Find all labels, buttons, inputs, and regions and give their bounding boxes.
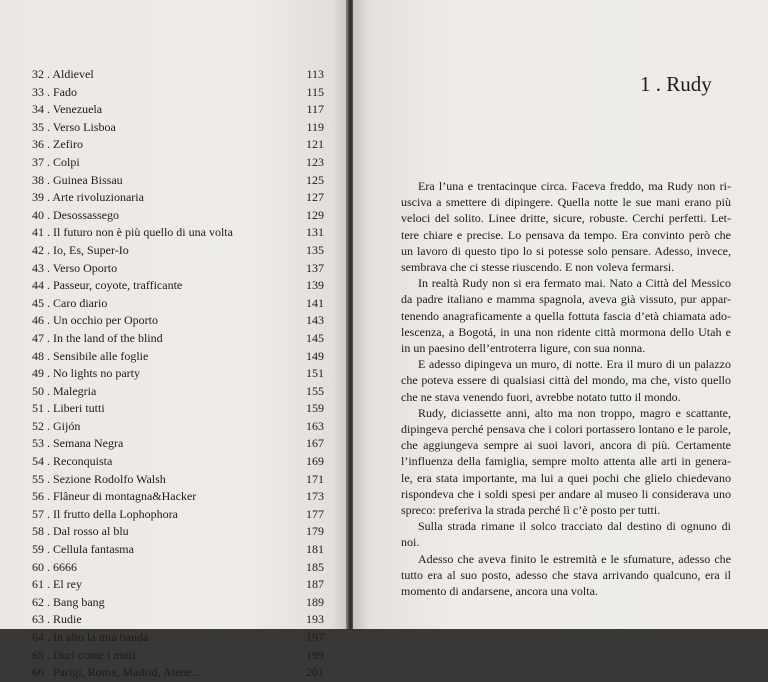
- toc-entry: [32, 471, 324, 489]
- toc-entry-title: 56 . Flâneur di montagna&Hacker: [32, 489, 197, 504]
- toc-entry-title: 35 . Verso Lisboa: [32, 119, 116, 134]
- toc-entry-title: 39 . Arte rivoluzionaria: [32, 190, 144, 205]
- paragraph: [401, 518, 731, 550]
- toc-entry-page: 129: [306, 207, 324, 222]
- text-line: in un paesino dell’entroterra ligure, con sua nonna.: [401, 341, 646, 356]
- toc-entry: [32, 101, 324, 119]
- text-line: che poteva essere di qualsiasi città del mondo, ma che, visto quello: [401, 373, 731, 388]
- toc-entry-title: 34 . Venezuela: [32, 102, 103, 117]
- text-line: In realtà Rudy non si era fermato mai. Nato a Città del Messico: [418, 276, 731, 291]
- text-line: sembrava che ci stesse riuscendo. E non voleva fermarsi.: [401, 260, 675, 275]
- toc-entry-page: 113: [306, 67, 324, 81]
- toc-entry-title: 33 . Fado: [32, 84, 77, 99]
- toc-entry: [32, 295, 324, 313]
- toc-entry: [32, 172, 324, 190]
- toc-entry: [32, 664, 324, 682]
- paragraph: [401, 356, 731, 405]
- toc-entry: [32, 400, 324, 418]
- toc-entry-page: 125: [306, 172, 324, 187]
- toc-entry: [32, 312, 324, 330]
- text-line: usciva a smettere di dipingere. Quella notte le sue mani erano più: [401, 195, 731, 210]
- toc-entry-title: 53 . Semana Negra: [32, 436, 124, 451]
- toc-entry-page: 145: [306, 330, 324, 345]
- text-line: tutto era al suo posto, adesso che stava arrivando qualcuno, era il: [401, 567, 731, 582]
- toc-entry: [32, 224, 324, 242]
- toc-entry: [32, 488, 324, 506]
- toc-entry-page: 131: [306, 225, 324, 240]
- toc-entry: [32, 594, 324, 612]
- text-line: veloci del solito. Linee dritte, sicure, robuste. Cerchi perfetti. Let-: [401, 211, 731, 226]
- toc-entry-page: 141: [306, 295, 324, 310]
- toc-entry-title: 36 . Zefiro: [32, 137, 83, 152]
- toc-entry-title: 52 . Gijón: [32, 418, 81, 433]
- toc-entry-page: 197: [306, 630, 324, 644]
- toc-entry: [32, 207, 324, 225]
- text-line: E adesso dipingeva un muro, di notte. Era il muro di un palazzo: [418, 357, 731, 372]
- toc-entry: [32, 559, 324, 577]
- toc-entry-page: 177: [306, 506, 324, 521]
- toc-entry-title: 61 . El rey: [32, 577, 82, 592]
- text-line: Sulla strada rimane il solco tracciato dal destino di ognuno di: [418, 519, 731, 534]
- toc-entry-page: 117: [306, 102, 324, 117]
- toc-entry-title: 46 . Un occhio per Oporto: [32, 313, 158, 328]
- toc-entry-title: 38 . Guinea Bissau: [32, 172, 123, 187]
- toc-entry-page: 151: [306, 366, 324, 381]
- toc-entry: [32, 453, 324, 471]
- toc-entry-page: 187: [306, 577, 324, 592]
- toc-entry-page: 167: [306, 436, 324, 451]
- toc-entry-page: 185: [306, 559, 324, 574]
- table-of-contents: [32, 66, 324, 682]
- text-line: Era l’una e trentacinque circa. Faceva freddo, ma Rudy non ri-: [418, 179, 731, 193]
- toc-entry-title: 42 . Io, Es, Super-Io: [32, 242, 129, 257]
- toc-entry-title: 37 . Colpi: [32, 154, 80, 169]
- toc-entry: [32, 348, 324, 366]
- text-line: lescenza, a Bogotá, in una non ridente città mormona dello Utah e: [401, 324, 731, 339]
- text-line: le, era stata importante, ma lui a quei pochi che glielo chiedevano: [401, 470, 731, 485]
- toc-entry-title: 51 . Liberi tutti: [32, 401, 105, 416]
- toc-entry-title: 64 . In alto la mia banda: [32, 630, 149, 644]
- toc-entry-page: 193: [306, 612, 324, 627]
- paragraph: [401, 551, 731, 600]
- chapter-body: [401, 178, 731, 599]
- toc-entry: [32, 277, 324, 295]
- toc-entry: [32, 66, 324, 84]
- toc-entry: [32, 506, 324, 524]
- text-line: dipingeva perché pensava che i colori portassero lontano e le parole,: [401, 422, 731, 437]
- toc-entry-title: 40 . Desossassego: [32, 207, 119, 222]
- paragraph: [401, 275, 731, 356]
- text-line: tere chiare e precise. Lo pensava da tempo. Era convinto però che: [401, 227, 731, 242]
- toc-entry: [32, 119, 324, 137]
- toc-entry-title: 62 . Bang bang: [32, 594, 105, 609]
- toc-entry: [32, 435, 324, 453]
- text-line: noi.: [401, 535, 420, 550]
- toc-entry: [32, 260, 324, 278]
- toc-entry-page: 115: [306, 84, 324, 99]
- toc-entry-page: 181: [306, 542, 324, 557]
- text-line: da padre italiano e mamma spagnola, aveva già vissuto, pur appar-: [401, 292, 731, 307]
- text-line: Rudy, diciassette anni, alto ma non troppo, magro e scattante,: [418, 405, 731, 420]
- toc-entry: [32, 136, 324, 154]
- toc-entry: [32, 523, 324, 541]
- toc-entry-title: 44 . Passeur, coyote, trafficante: [32, 278, 183, 293]
- toc-entry-title: 66 . Parigi, Roma, Madrid, Atene...: [32, 665, 201, 680]
- toc-entry: [32, 611, 324, 629]
- toc-entry-title: 58 . Dal rosso al blu: [32, 524, 129, 539]
- toc-entry-title: 54 . Reconquista: [32, 454, 113, 469]
- toc-entry-title: 41 . Il futuro non è più quello di una volta: [32, 225, 233, 240]
- toc-entry: [32, 647, 324, 665]
- toc-entry: [32, 541, 324, 559]
- toc-entry: [32, 576, 324, 594]
- toc-entry: [32, 383, 324, 401]
- toc-entry: [32, 330, 324, 348]
- toc-entry-title: 49 . No lights no party: [32, 366, 140, 381]
- text-line: spreco: preferiva la strada perché lì c’è posto per tutti.: [401, 503, 661, 518]
- toc-entry-page: 127: [306, 190, 324, 205]
- toc-entry-page: 159: [306, 401, 324, 416]
- toc-entry: [32, 365, 324, 383]
- toc-entry-title: 63 . Rudie: [32, 612, 82, 627]
- left-page: [0, 0, 349, 680]
- toc-entry: [32, 242, 324, 260]
- chapter-title: 1 . Rudy: [640, 72, 712, 96]
- toc-entry-title: 50 . Malegria: [32, 383, 97, 398]
- toc-entry-page: 123: [306, 154, 324, 169]
- toc-entry-page: 137: [306, 260, 324, 275]
- text-line: l’influenza della famiglia, sempre molto attenta alle arti in genera-: [401, 454, 731, 469]
- text-line: un lavoro di questo tipo lo si potesse solo pensare. Adesso, invece,: [401, 243, 731, 258]
- toc-entry-title: 59 . Cellula fantasma: [32, 542, 134, 557]
- toc-entry-page: 163: [306, 418, 324, 433]
- toc-entry-page: 179: [306, 524, 324, 539]
- toc-entry-page: 155: [306, 383, 324, 398]
- toc-entry-title: 45 . Caro diario: [32, 295, 108, 310]
- toc-entry-page: 121: [306, 137, 324, 152]
- toc-entry-title: 60 . 6666: [32, 559, 77, 574]
- text-line: momento di andarsene, ancora una volta.: [401, 584, 598, 599]
- toc-entry-title: 57 . Il frutto della Lophophora: [32, 506, 178, 521]
- toc-entry: [32, 154, 324, 172]
- toc-entry: [32, 629, 324, 647]
- toc-entry-page: 201: [306, 665, 324, 680]
- text-line: che aggiungeva sempre ai suoi lavori, ancora di più. Certamente: [401, 438, 731, 453]
- text-line: che ne stava venendo fuori, avrebbe notato tutto il mondo.: [401, 389, 681, 404]
- toc-entry: [32, 84, 324, 102]
- toc-entry-page: 119: [306, 119, 324, 134]
- toc-entry-page: 143: [306, 313, 324, 328]
- toc-entry: [32, 418, 324, 436]
- toc-entry-title: 48 . Sensibile alle foglie: [32, 348, 149, 363]
- paragraph: [401, 178, 731, 275]
- toc-entry: [32, 189, 324, 207]
- text-line: tenendo anagraficamente a quella fottuta fascia d’età chiamata ado-: [401, 308, 731, 323]
- toc-entry-title: 65 . Duri come i muri: [32, 647, 136, 662]
- text-line: rispondeva che i soldi spesi per andare al museo li considerava uno: [401, 486, 731, 501]
- paragraph: [401, 405, 731, 518]
- toc-entry-page: 199: [306, 647, 324, 662]
- toc-entry-page: 169: [306, 454, 324, 469]
- toc-entry-title: 32 . Aldievel: [32, 67, 94, 81]
- toc-entry-page: 135: [306, 242, 324, 257]
- text-line: Adesso che aveva finito le estremità e le sfumature, adesso che: [418, 551, 731, 566]
- toc-entry-page: 139: [306, 278, 324, 293]
- toc-entry-title: 43 . Verso Oporto: [32, 260, 118, 275]
- toc-entry-page: 173: [306, 489, 324, 504]
- toc-entry-page: 149: [306, 348, 324, 363]
- toc-entry-title: 47 . In the land of the blind: [32, 330, 163, 345]
- toc-entry-page: 189: [306, 594, 324, 609]
- toc-entry-title: 55 . Sezione Rodolfo Walsh: [32, 471, 166, 486]
- toc-entry-page: 171: [306, 471, 324, 486]
